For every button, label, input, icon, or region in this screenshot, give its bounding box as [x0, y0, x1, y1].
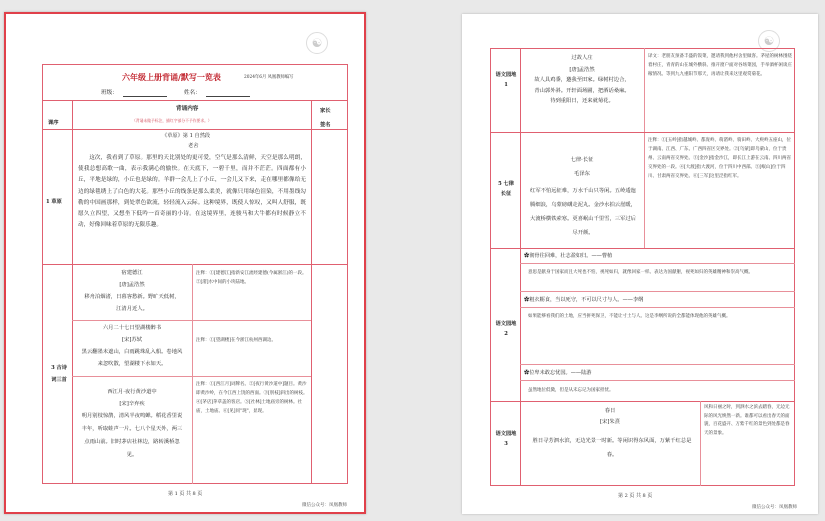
- poem6-lines: 胜日寻芳泗水滨，无边光景一时新。等闲识得东风面，万紫千红总是春。: [532, 438, 692, 458]
- poem3-note: 注释：①[西江月]词牌名。②[夜行黄沙道中]题目。黄沙即黄沙岭，在今江西上饶的西面。③[别枝]斜出的树枝。④[茅店]茅草盖的客店。⑤[社林]土地庙旁的树林。社庙，土地庙。⑥[见]同"现"，显现。: [196, 382, 308, 414]
- page-2[interactable]: [462, 14, 818, 514]
- page-2-brand: 微信公众号：凤凰教师: [752, 505, 797, 510]
- rule: [520, 380, 795, 381]
- poem3-title: 西江月·夜行黄沙道中: [107, 389, 157, 395]
- rule: [520, 291, 795, 292]
- poem4-title: 过故人庄: [571, 55, 593, 61]
- poem2-author: [宋]苏轼: [121, 337, 143, 343]
- r1-author: 老舍: [188, 143, 199, 149]
- watermark-logo-icon: ☯: [306, 32, 328, 54]
- p2-row-5-label: 5 七律 长征: [498, 181, 514, 197]
- poem1-note: 注释：①[建德江]指新安江流经建德(今属浙江)的一段。②[渚]水中间的小块陆地。: [196, 271, 307, 285]
- page-1-brand: 微信公众号：凤凰教师: [302, 503, 347, 508]
- poem1-lines: 移舟泊烟渚，日暮客愁新。野旷天低树，江清月近人。: [84, 294, 180, 312]
- poem5-lines: 红军不怕远征难，万水千山只等闲。五岭逶迤腾细浪，乌蒙磅礴走泥丸。金沙水拍云崖暖，大渡桥横铁索寒。更喜岷山千里雪，三军过后尽开颜。: [530, 188, 636, 236]
- page-meta: 2024年6月 凤凰教师编写: [244, 75, 294, 80]
- quote1: ✿彻骨往回难，壮志盈如归。——曹植: [524, 253, 613, 259]
- poem4-lines: 故人具鸡黍，邀我至田家。绿树村边合，青山郭外斜。开轩面场圃，把酒话桑麻。待到重阳日，还来就菊花。: [534, 77, 630, 104]
- poem3-lines: 明月别枝惊鹊，清风半夜鸣蝉。稻花香里说丰年，听取蛙声一片。七八个星天外，两三点雨山前。旧时茅店社林边，路转溪桥忽见。: [81, 413, 183, 458]
- rule: [72, 320, 311, 321]
- watermark-logo-icon: ☯: [758, 30, 780, 52]
- rule: [700, 401, 701, 486]
- p2-row-3-label: 语文园地 3: [495, 431, 517, 447]
- rule: [42, 129, 348, 130]
- rule: [520, 307, 795, 308]
- poem6-author: [宋]朱熹: [599, 419, 621, 425]
- p2-row-2-label: 语文园地 2: [495, 321, 517, 337]
- col-content-note: （背诵未做予标注，描红字部分不予作要求。）: [132, 118, 212, 123]
- row-3-label: 3 古诗词三首: [51, 365, 67, 383]
- rule: [311, 100, 312, 484]
- poem3-author: [宋]辛弃疾: [119, 401, 145, 407]
- poem1-title: 宿建德江: [121, 270, 143, 276]
- class-label: 班级：: [101, 90, 118, 96]
- quote3-note: 虽然地位低微，但是从未忘记为国家担忧。: [528, 388, 614, 393]
- page-2-footer: 第 2 页 共 8 页: [618, 493, 653, 499]
- quote1-note: 意思是献身于国家而且大死也不怕，视死如归，就像回家一样。表达为国献躯，视死如归的英雄精神和崇高气概。: [528, 270, 753, 275]
- page-title: 六年级上册背诵/默写一览表: [122, 72, 221, 82]
- name-blank[interactable]: [206, 96, 250, 97]
- poem5-note: 注释：①[五岭]指越城岭、都庞岭、萌渚岭、骑田岭、大庾岭五座山，位于湖南、江西、广东、广西四省区交界处。②[乌蒙]即乌蒙山，位于贵州、云南两省交界处。③[金沙]指金沙江，即长江上游在云南、四川两省交界处的一段。④[大渡]指大渡河，位于四川中西部。⑤[岷山]位于四川、甘肃两省交界处。⑥[三军]这里泛指红军。: [648, 138, 792, 179]
- poem6-note: 风和日丽之时，到泗水之滨去踏春，无边无际的风光焕然一新。谁都可以看出春天的面貌，百花盛开、万紫千红的景色到处都是春天的景象。: [704, 405, 790, 436]
- col-content: 背诵内容: [176, 106, 199, 112]
- col-lesson: 课序: [48, 120, 59, 126]
- poem5-title: 七律·长征: [570, 157, 594, 163]
- rule: [192, 264, 193, 484]
- rule: [520, 48, 521, 486]
- rule: [520, 364, 795, 365]
- rule: [644, 48, 645, 248]
- poem4-note: 译文：老朋友预备丰盛的饭菜，邀请我到他村舍里做客。茅屋的树林围绕着村庄，青青的山在城外横斜。推开窗户面对谷场菜园，手举酒杯闲谈庄稼情况。等到九九重阳节那天，再请让我来这里观赏菊花。: [648, 54, 792, 77]
- page-1-footer: 第 1 页 共 8 页: [168, 491, 203, 497]
- class-blank[interactable]: [123, 96, 167, 97]
- rule: [520, 263, 795, 264]
- name-label: 姓名：: [184, 90, 201, 96]
- rule: [490, 132, 795, 133]
- r1-text: 这次，我看到了草原。那里的天比别处的更可爱，空气是那么清鲜，天空是那么明朗，使我总想高歌一曲，表示我满心的愉快。在天底下，一碧千里，而并不茫茫。四面都有小丘，平地是绿的，小丘也是绿的。羊群一会儿上了小丘，一会儿又下来，走在哪里都像给无边的绿毯绣上了白色的大花。那些小丘的线条是那么柔美，就像只用绿色渲染，不用墨线勾勒的中国画那样，到处翠色欲流，轻轻流入云际。这种境界，既使人惊叹，又叫人舒服，既愿久立四望，又想坐下低吟一首奇丽的小诗。在这境界里，连骏马和大牛都有时候静立不动，好像回味着草原的无限乐趣。: [78, 155, 306, 229]
- poem6-title: 春日: [604, 408, 616, 414]
- quote2-note: 如果能够看我们的土地，应当拼死保卫，不能让寸土与人。这是李纲所说的全都能体现他的英雄气概。: [528, 314, 731, 319]
- rule: [490, 248, 795, 249]
- quote2: ✿粗衣粝食，当以死守，不可以尺寸与人。——李纲: [524, 297, 644, 303]
- poem4-author: [唐]孟浩然: [569, 67, 595, 73]
- row-1-label: 1 草原: [46, 199, 62, 205]
- poem2-note: 注释：①[望湖楼]在今浙江杭州西湖边。: [196, 338, 277, 343]
- poem1-author: [唐]孟浩然: [119, 282, 145, 288]
- rule: [72, 100, 73, 484]
- rule: [490, 401, 795, 402]
- poem5-author: 毛泽东: [574, 171, 590, 177]
- page-1[interactable]: [4, 12, 366, 514]
- p2-row-1-label: 语文园地 1: [495, 72, 517, 88]
- col-parent: 家长: [320, 108, 331, 114]
- quote3: ✿位卑未敢忘忧国。——陆游: [524, 370, 592, 376]
- poem2-title: 六月二十七日望湖楼醉书: [102, 325, 162, 331]
- col-sign: 签名: [320, 122, 331, 128]
- rule: [42, 100, 348, 101]
- rule: [42, 264, 348, 265]
- rule: [72, 376, 311, 377]
- r1-title: 《草原》第 1 自然段: [162, 133, 211, 139]
- poem2-lines: 黑云翻墨未遮山，白雨跳珠乱入船。卷地风来忽吹散，望湖楼下水如天。: [81, 349, 183, 367]
